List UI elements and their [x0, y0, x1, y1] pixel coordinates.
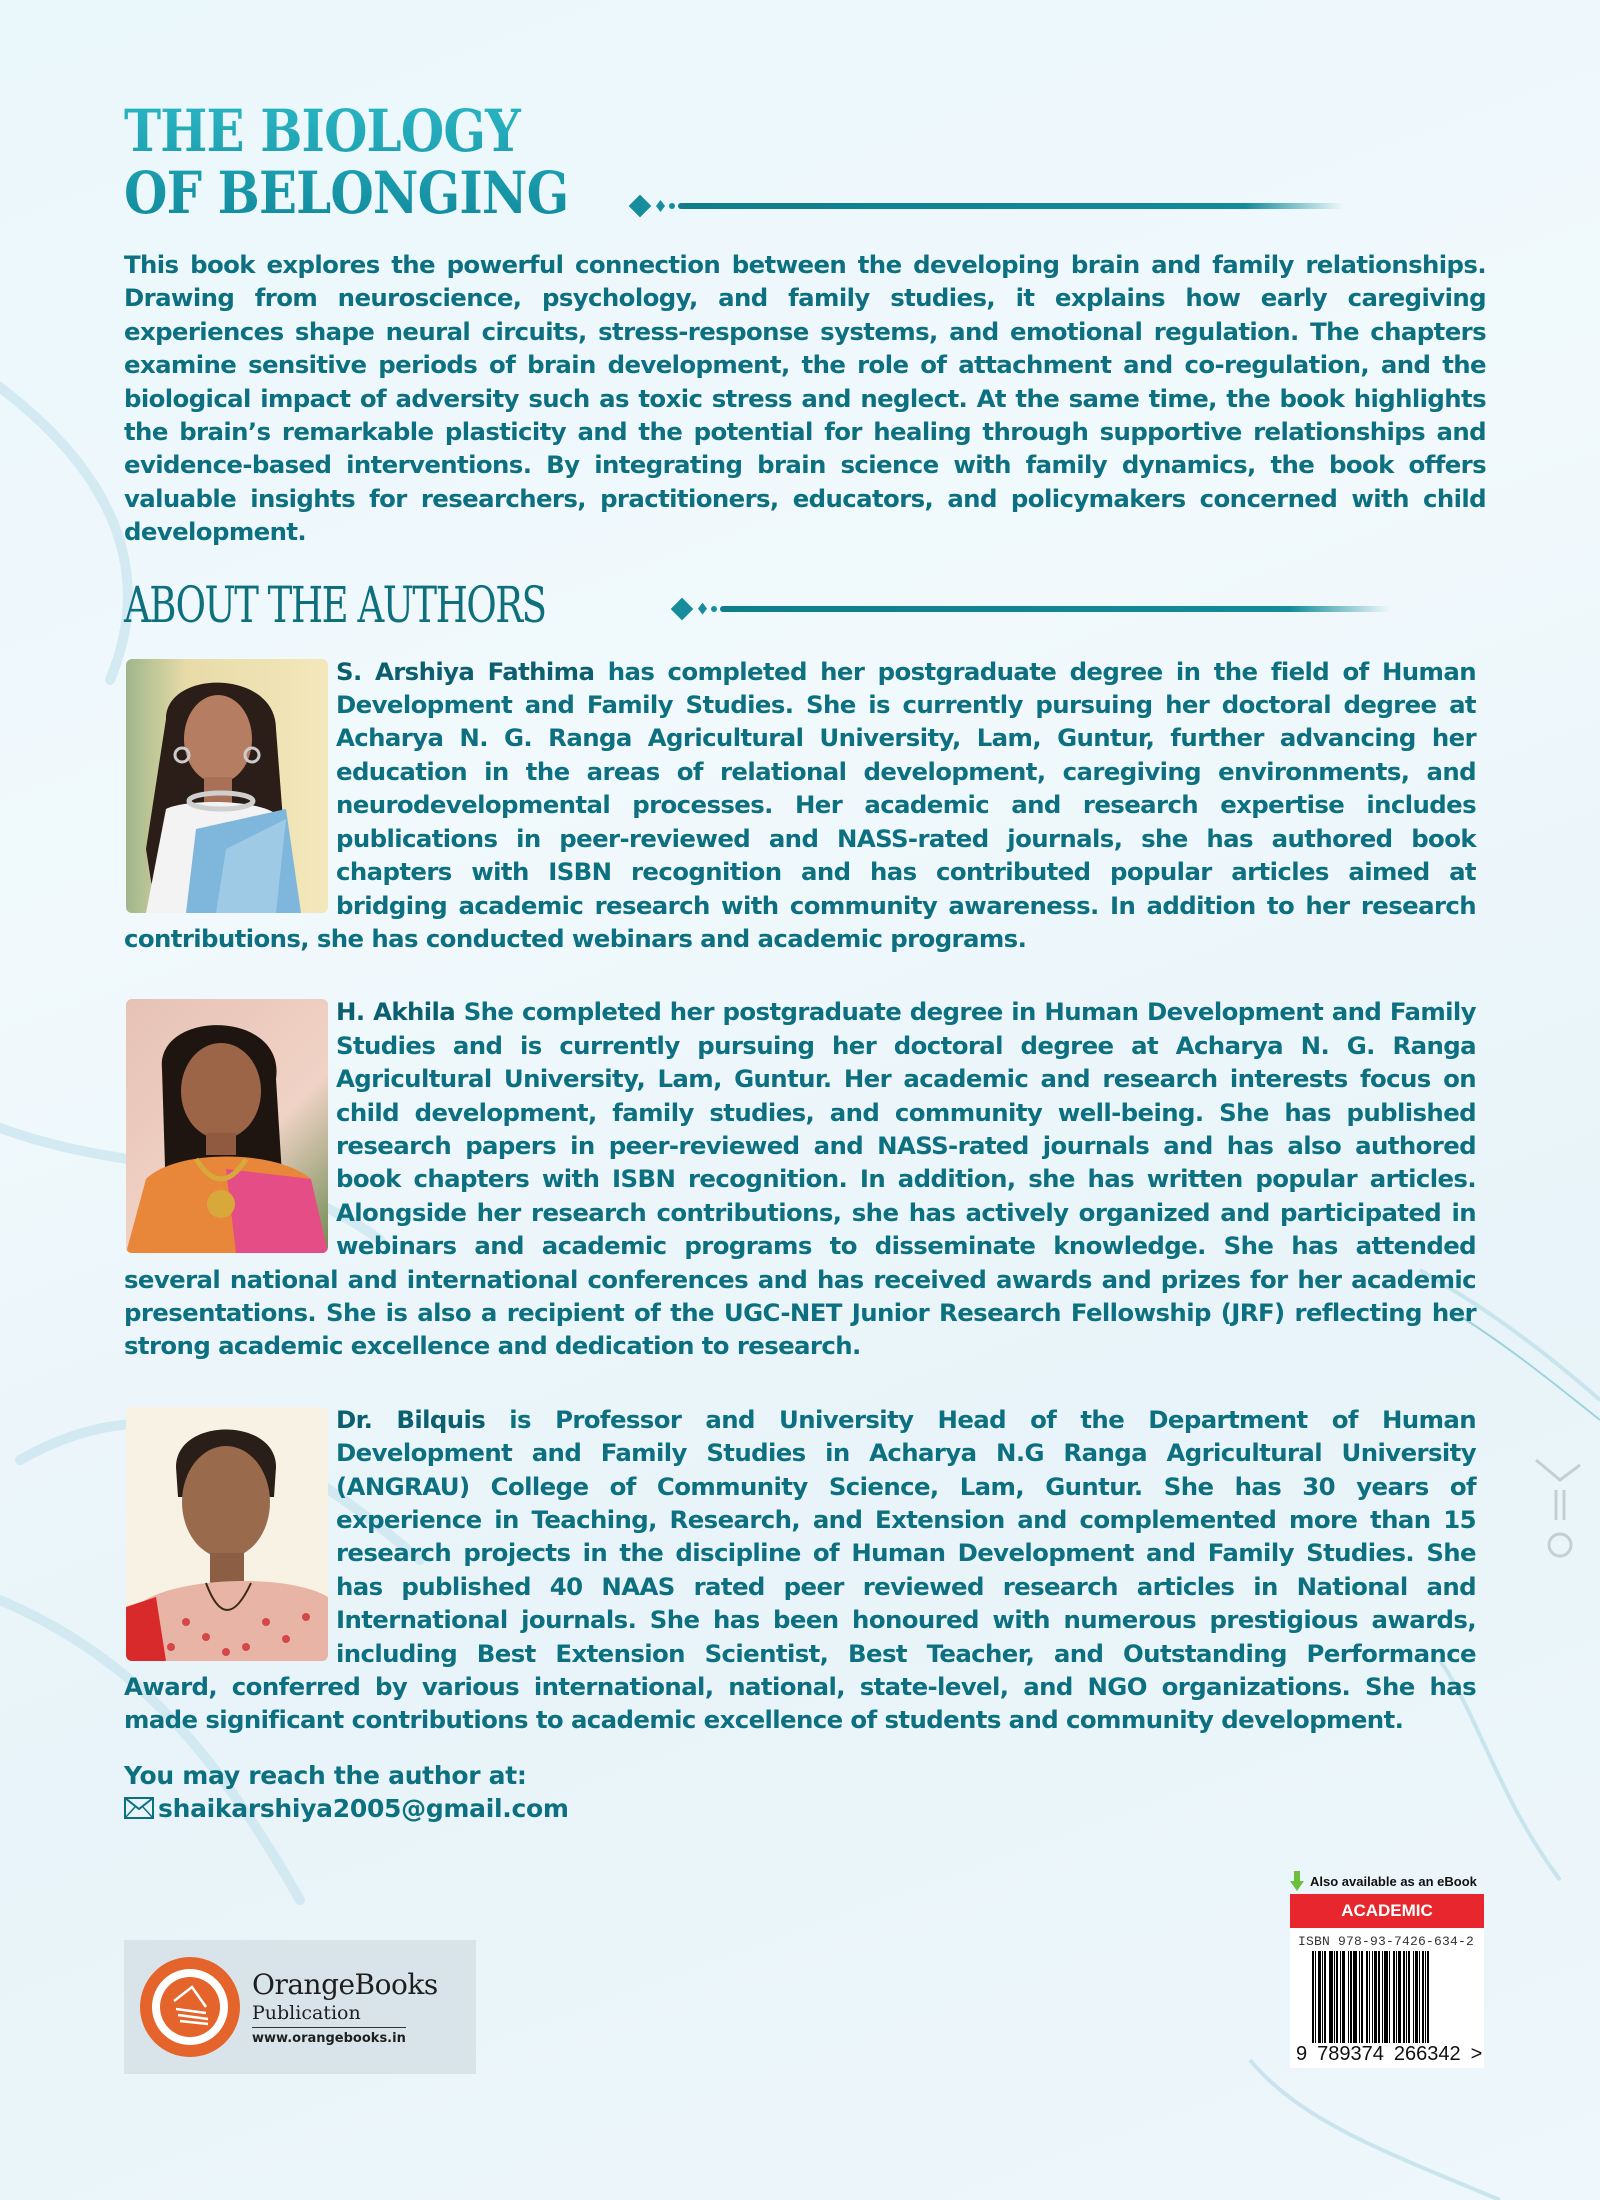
author-photo: [126, 1407, 328, 1661]
author-photo: [126, 999, 328, 1253]
dot-icon: [711, 606, 717, 612]
molecule-icon: [1536, 1460, 1580, 1556]
barcode-bars: [1298, 1951, 1476, 2045]
diamond-icon: [698, 603, 707, 615]
author-name: H. Akhila: [336, 997, 456, 1027]
diamond-icon: [656, 200, 665, 212]
publisher-url[interactable]: www.orangebooks.in: [252, 2030, 406, 2046]
orangebooks-logo-icon: [140, 1957, 240, 2057]
ebook-note-text: Also available as an eBook: [1310, 1873, 1477, 1889]
book-title-block: [124, 97, 1480, 240]
author-bio: is Professor and University Head of the Department of Human Development and Family Studies in Acharya N.G Ranga Agricultural University (ANGRAU) College of Community Science, Lam, Guntur. She has 30 years of experience in Teaching, Research, and Extension and complemented more than 15 research projects in the discipline of Human Development and Family Studies. She has published 40 NAAS rated peer reviewed research articles in National and International journals. She has been honoured with numerous prestigious awards, including Best Extension Scientist, Best Teacher, and Outstanding Performance Award, conferred by various international, national, state-level, and NGO organizations. She has made significant contributions to academic excellence of students and community development.: [124, 1404, 1477, 1735]
author-name: Dr. Bilquis: [336, 1404, 486, 1434]
contact-block: [124, 1759, 1480, 1825]
contact-label: You may reach the author at:: [124, 1760, 527, 1790]
book-description: This book explores the powerful connection between the developing brain and family relationships. Drawing from neuroscience, psychology, and family studies, it explains how early caregiving experiences shape neural circuits, stress-response systems, and emotional regulation. The chapters examine sensitive periods of brain development, the role of attachment and co-regulation, and the biological impact of adversity such as toxic stress and neglect. At the same time, the book highlights the brain’s remarkable plasticity and the potential for healing through supportive relationships and evidence-based interventions. By integrating brain science with family dynamics, the book offers valuable insights for researchers, practitioners, educators, and policymakers concerned with child development.: [124, 250, 1486, 547]
title-ornament-divider: [630, 196, 1344, 216]
isbn-barcode-block: [1290, 1870, 1486, 2068]
author-bio: has completed her postgraduate degree in the field of Human Development and Family Studies. She is currently pursuing her doctoral degree at Acharya N. G. Ranga Agricultural University, Lam, Guntur, further advancing her education in the areas of relational development, caregiving environments, and neurodevelopmental processes. Her academic and research expertise includes publications in peer-reviewed and NASS-rated journals, she has authored book chapters with ISBN recognition and has contributed popular articles aimed at bridging academic research with community awareness. In addition to her research contributions, she has conducted webinars and academic programs.: [124, 656, 1476, 953]
portrait-woman-red-saree: [126, 1407, 328, 1661]
publisher-text: [252, 1969, 438, 2046]
divider-line: [720, 606, 1390, 612]
barcode: [1290, 1928, 1484, 2068]
author-entry: [124, 1403, 1476, 1737]
back-cover: [124, 97, 1486, 1825]
category-label: ACADEMIC: [1290, 1894, 1484, 1928]
email-row: [124, 1792, 1480, 1825]
ebook-note: [1290, 1870, 1486, 1892]
author-photo: [126, 659, 328, 913]
author-bio: She completed her postgraduate degree in Human Development and Family Studies and is currently pursuing her doctoral degree at Acharya N. G. Ranga Agricultural University, Lam, Guntur. Her academic and research interests focus on child development, family studies, and community well-being. She has published research papers in peer-reviewed and NASS-rated journals and has also authored book chapters with ISBN recognition. In addition, she has written popular articles. Alongside her research contributions, she has actively organized and participated in webinars and academic programs to disseminate knowledge. She has attended several national and international conferences and has received awards and prizes for her academic presentations. She is also a recipient of the UGC-NET Junior Research Fellowship (JRF) reflecting her strong academic excellence and dedication to research.: [124, 997, 1476, 1361]
envelope-icon: [124, 1797, 154, 1819]
book-title: THE BIOLOGY OF BELONGING: [124, 100, 1290, 224]
author-email-link[interactable]: shaikarshiya2005@gmail.com: [158, 1793, 569, 1823]
authors-ornament-divider: [672, 599, 1390, 619]
divider-line: [678, 203, 1344, 209]
authors-heading-block: [124, 577, 1480, 639]
author-entry: [124, 655, 1476, 956]
diamond-icon: [629, 195, 652, 218]
isbn-number: ISBN 978-93-7426-634-2: [1298, 1934, 1475, 1949]
author-entry: [124, 995, 1476, 1362]
author-name: S. Arshiya Fathima: [336, 656, 595, 686]
publisher-logo: [124, 1940, 476, 2074]
publisher-subtitle: Publication: [252, 2001, 406, 2028]
down-arrow-icon: [1290, 1871, 1304, 1891]
dot-icon: [669, 203, 675, 209]
diamond-icon: [671, 597, 694, 620]
barcode-digits: 9 789374 266342 >: [1296, 2043, 1483, 2065]
authors-heading: ABOUT THE AUTHORS: [124, 575, 546, 634]
publisher-name: OrangeBooks: [252, 1967, 438, 2001]
portrait-woman-blue-saree: [126, 659, 328, 913]
portrait-woman-pink-saree: [126, 999, 328, 1253]
